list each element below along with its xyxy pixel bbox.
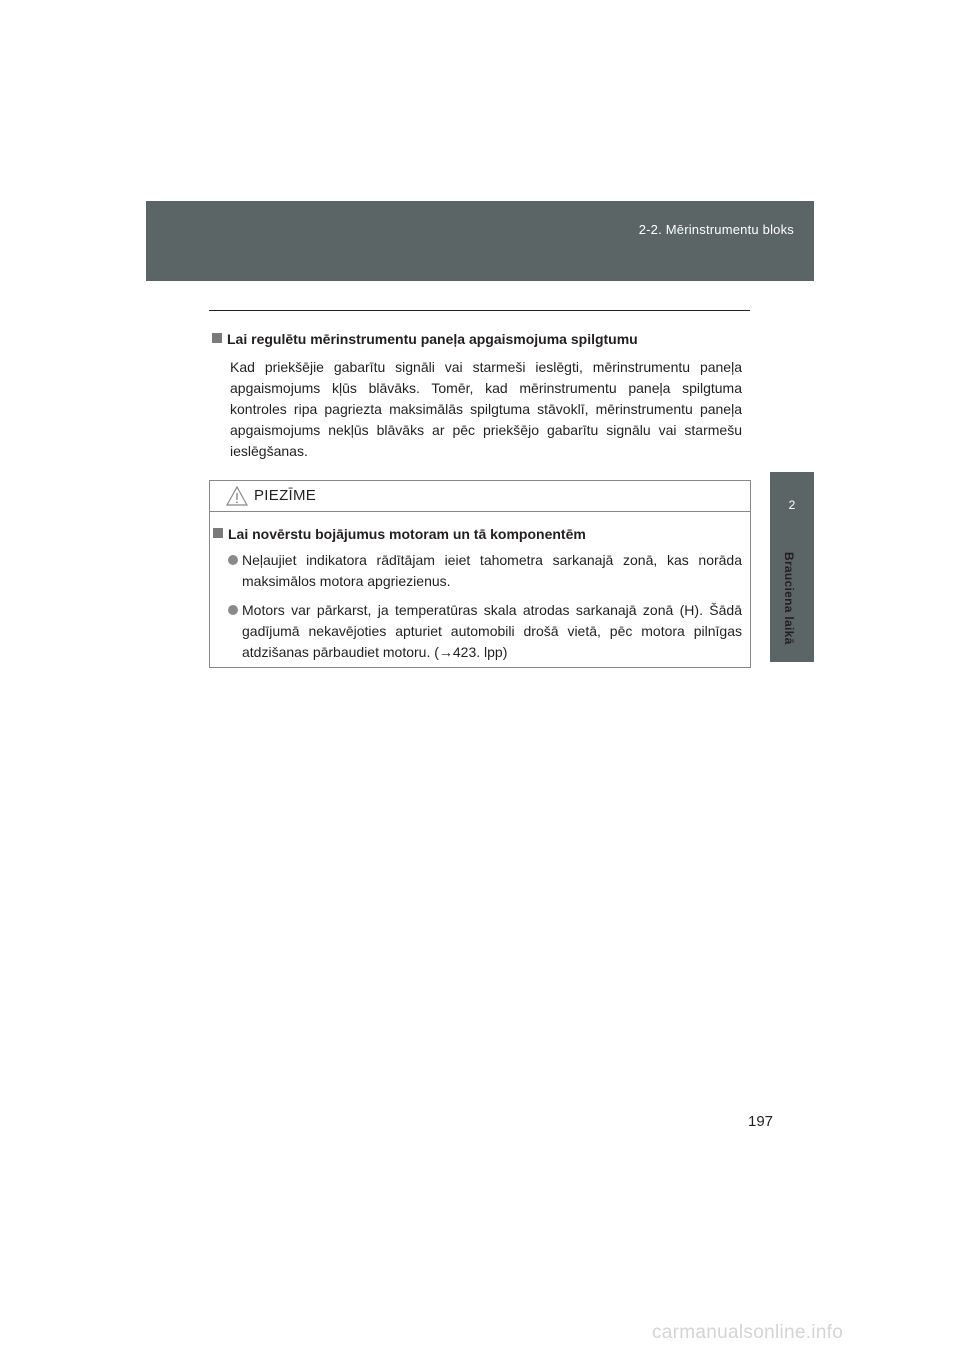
list-item xyxy=(228,600,742,663)
section-heading xyxy=(212,329,742,349)
warning-triangle-icon xyxy=(226,486,248,506)
top-divider xyxy=(209,310,750,311)
chapter-label: Brauciena laikā xyxy=(782,552,796,645)
chapter-number: 2 xyxy=(788,498,796,512)
list-item-text: Neļaujiet indikatora rādītājam ieiet tahometra sarkanajā zonā, kas norāda maksimālos motora apgriezienus. xyxy=(242,552,742,589)
list-item-text: Motors var pārkarst, ja temperatūras skala atrodas sarkanajā zonā (H). Šādā gadījumā nekavējoties apturiet automobili drošā vietā, pēc motora pilnīgas atdzišanas pārbaudiet motoru. (→423. lpp) xyxy=(242,602,742,660)
notice-heading xyxy=(213,524,742,544)
round-bullet-icon xyxy=(228,555,238,565)
section-title: 2-2. Mērinstrumentu bloks xyxy=(638,222,794,237)
brightness-section xyxy=(212,329,742,462)
notice-body xyxy=(210,512,750,663)
page-number: 197 xyxy=(748,1113,774,1130)
square-bullet-icon xyxy=(213,528,223,538)
notice-header xyxy=(210,481,750,512)
notice-title: PIEZĪME xyxy=(254,487,317,504)
header-band xyxy=(146,201,814,281)
square-bullet-icon xyxy=(212,333,222,343)
notice-box xyxy=(209,480,751,668)
section-heading-text: Lai regulētu mērinstrumentu paneļa apgaismojuma spilgtumu xyxy=(227,331,638,347)
notice-heading-text: Lai novērstu bojājumus motoram un tā komponentēm xyxy=(228,526,586,542)
watermark: carmanualsonline.info xyxy=(652,1322,844,1343)
round-bullet-icon xyxy=(228,605,238,615)
list-item xyxy=(228,550,742,592)
section-paragraph: Kad priekšējie gabarītu signāli vai starmeši ieslēgti, mērinstrumentu paneļa apgaismojums kļūs blāvāks. Tomēr, kad mērinstrumentu paneļa spilgtuma kontroles ripa pagriezta maksimālās spilgtuma stāvoklī, mērinstrumentu paneļa apgaismojums nekļūs blāvāks ar pēc priekšējo gabarītu signālu vai starmešu ieslēgšanas. xyxy=(230,359,742,459)
